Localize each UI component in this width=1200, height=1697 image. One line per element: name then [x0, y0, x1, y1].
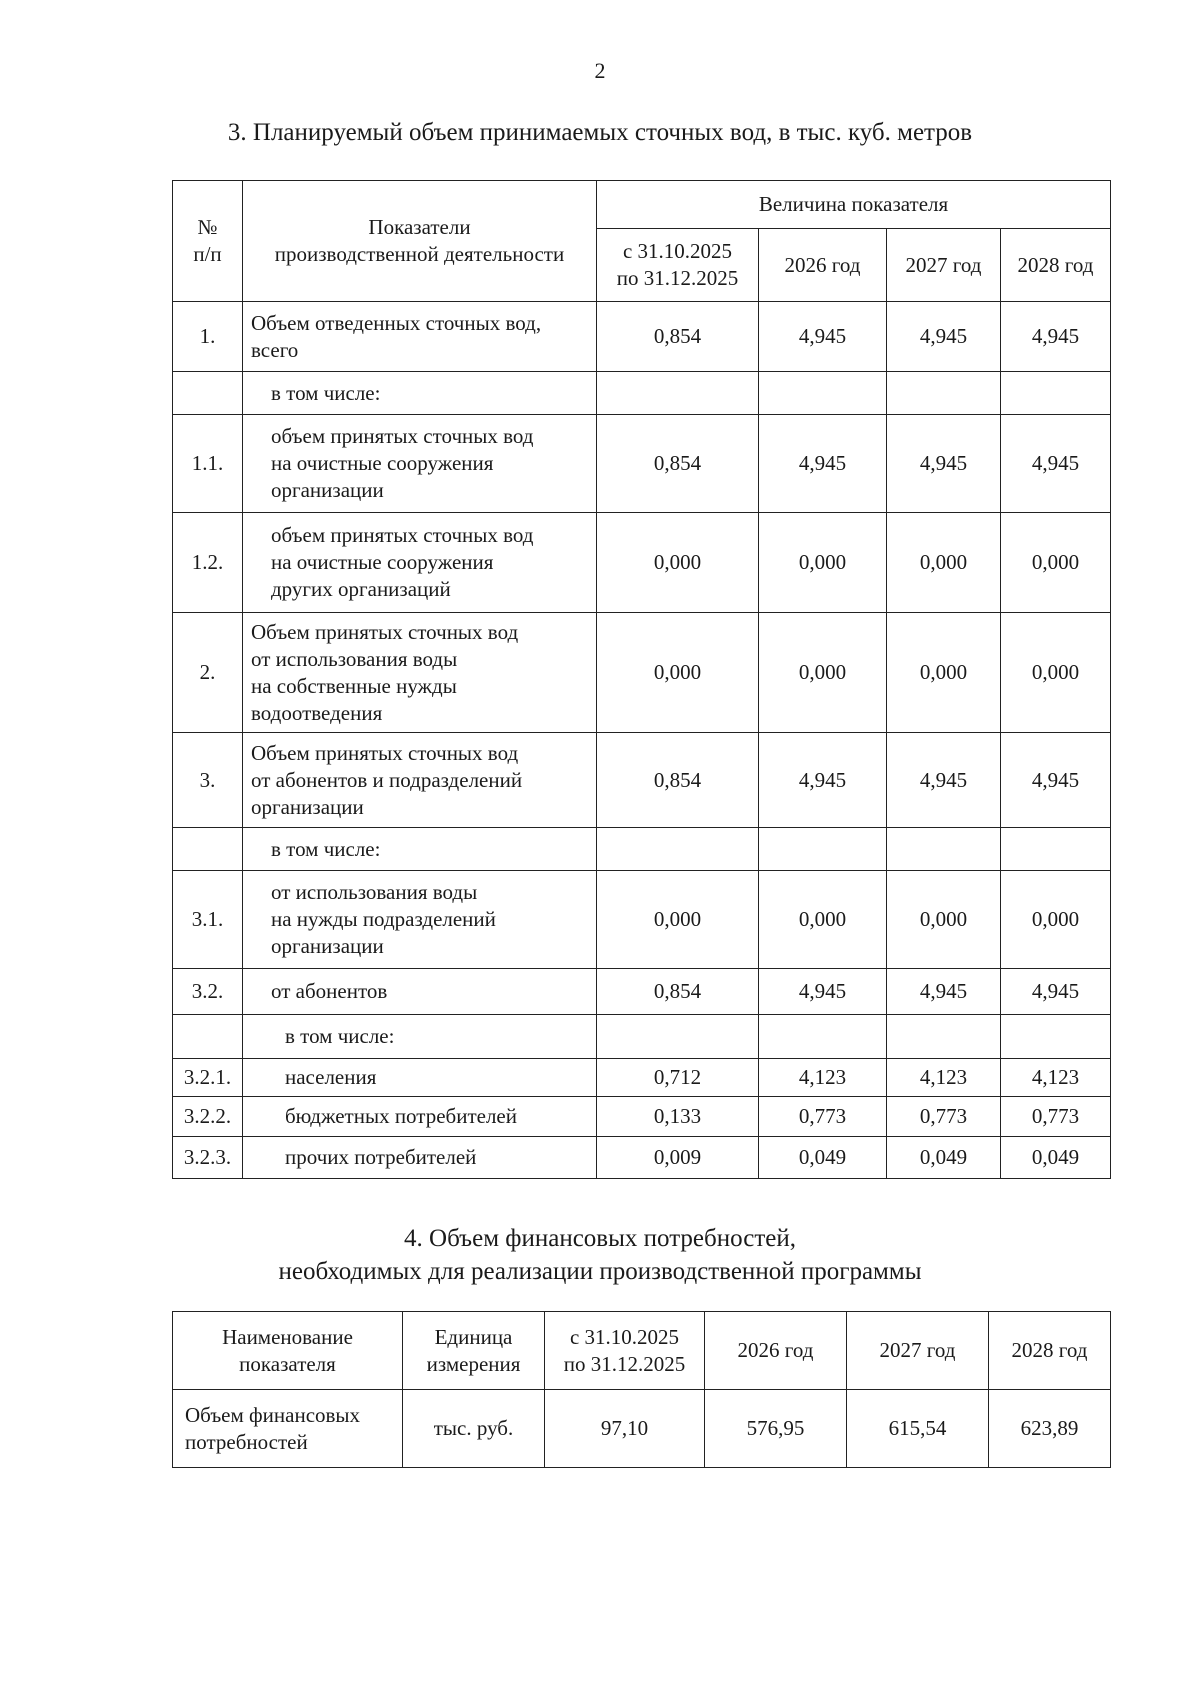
row-value: 0,000 [759, 613, 887, 733]
row-label: прочих потребителей [243, 1137, 597, 1179]
row-value: 4,945 [759, 969, 887, 1015]
row-value: 4,123 [887, 1059, 1001, 1097]
header-num: № п/п [173, 181, 243, 302]
row-value: 4,123 [1001, 1059, 1111, 1097]
header-period: 2028 год [1001, 229, 1111, 302]
row-value: 0,049 [759, 1137, 887, 1179]
row-label: Объем отведенных сточных вод, всего [243, 302, 597, 372]
row-value: 615,54 [847, 1390, 989, 1468]
table-row [173, 1137, 1111, 1179]
row-value: 0,009 [597, 1137, 759, 1179]
row-label: в том числе: [243, 1015, 597, 1059]
row-value [887, 828, 1001, 871]
row-value [1001, 1015, 1111, 1059]
row-value: 0,133 [597, 1097, 759, 1137]
row-value: 4,945 [887, 733, 1001, 828]
row-unit: тыс. руб. [403, 1390, 545, 1468]
row-value: 4,945 [1001, 733, 1111, 828]
row-value: 0,000 [887, 871, 1001, 969]
header-unit: Единица измерения [403, 1312, 545, 1390]
row-value: 0,712 [597, 1059, 759, 1097]
row-value: 0,000 [597, 871, 759, 969]
row-value: 0,000 [1001, 613, 1111, 733]
row-number: 2. [173, 613, 243, 733]
row-value [1001, 828, 1111, 871]
row-value [597, 1015, 759, 1059]
row-value: 0,000 [1001, 871, 1111, 969]
row-value: 0,773 [1001, 1097, 1111, 1137]
row-label: бюджетных потребителей [243, 1097, 597, 1137]
row-value: 0,854 [597, 415, 759, 513]
row-value: 4,945 [759, 302, 887, 372]
header-period: 2026 год [759, 229, 887, 302]
header-period: с 31.10.2025 по 31.12.2025 [545, 1312, 705, 1390]
table-row [173, 871, 1111, 969]
section-4-title: 4. Объем финансовых потребностей, необходимых для реализации производственной программы [278, 1225, 922, 1285]
header-value-group: Величина показателя [597, 181, 1111, 229]
row-value: 576,95 [705, 1390, 847, 1468]
row-value [887, 372, 1001, 415]
table-row [173, 1390, 1111, 1468]
row-value: 4,945 [1001, 302, 1111, 372]
row-value: 0,000 [1001, 513, 1111, 613]
table-row [173, 613, 1111, 733]
row-number: 3.2.3. [173, 1137, 243, 1179]
table-row [173, 1059, 1111, 1097]
row-value: 0,000 [887, 513, 1001, 613]
row-number: 1.1. [173, 415, 243, 513]
row-value: 0,000 [597, 513, 759, 613]
row-value [1001, 372, 1111, 415]
row-label: от использования воды на нужды подразделений организации [243, 871, 597, 969]
table-row [173, 302, 1111, 372]
wastewater-volume-table [172, 180, 1111, 1179]
row-number [173, 372, 243, 415]
table-row [173, 1015, 1111, 1059]
row-value: 0,000 [597, 613, 759, 733]
row-value: 4,945 [759, 415, 887, 513]
row-value: 0,773 [887, 1097, 1001, 1137]
table-row [173, 513, 1111, 613]
row-value: 4,123 [759, 1059, 887, 1097]
row-number: 3.2.1. [173, 1059, 243, 1097]
row-value [597, 372, 759, 415]
row-number: 3. [173, 733, 243, 828]
row-value: 0,000 [887, 613, 1001, 733]
row-value: 0,854 [597, 733, 759, 828]
row-value: 0,854 [597, 302, 759, 372]
row-value: 0,049 [887, 1137, 1001, 1179]
row-number: 1. [173, 302, 243, 372]
row-number [173, 1015, 243, 1059]
page-number: 2 [594, 58, 606, 83]
row-value [759, 828, 887, 871]
row-number: 3.1. [173, 871, 243, 969]
row-label: в том числе: [243, 372, 597, 415]
row-value: 4,945 [1001, 969, 1111, 1015]
row-label: населения [243, 1059, 597, 1097]
header-period: с 31.10.2025 по 31.12.2025 [597, 229, 759, 302]
row-value: 4,945 [759, 733, 887, 828]
row-value [759, 1015, 887, 1059]
header-period: 2027 год [887, 229, 1001, 302]
row-label: от абонентов [243, 969, 597, 1015]
table-row [173, 733, 1111, 828]
row-value [759, 372, 887, 415]
row-number: 3.2. [173, 969, 243, 1015]
header-period: 2027 год [847, 1312, 989, 1390]
row-value: 4,945 [887, 969, 1001, 1015]
row-value [887, 1015, 1001, 1059]
header-period: 2026 год [705, 1312, 847, 1390]
table-row [173, 1097, 1111, 1137]
row-value: 0,000 [759, 513, 887, 613]
row-label: Объем принятых сточных вод от использования воды на собственные нужды водоотведения [243, 613, 597, 733]
table-row [173, 372, 1111, 415]
row-value: 0,773 [759, 1097, 887, 1137]
row-value: 4,945 [1001, 415, 1111, 513]
row-value: 0,854 [597, 969, 759, 1015]
section-3-title: 3. Планируемый объем принимаемых сточных вод, в тыс. куб. метров [227, 119, 973, 146]
row-value [597, 828, 759, 871]
row-label: объем принятых сточных вод на очистные сооружения других организаций [243, 513, 597, 613]
row-value: 0,049 [1001, 1137, 1111, 1179]
row-value: 0,000 [759, 871, 887, 969]
row-label: Объем принятых сточных вод от абонентов и подразделений организации [243, 733, 597, 828]
row-number: 1.2. [173, 513, 243, 613]
row-number: 3.2.2. [173, 1097, 243, 1137]
table-row [173, 969, 1111, 1015]
row-number [173, 828, 243, 871]
row-value: 4,945 [887, 415, 1001, 513]
table-row [173, 415, 1111, 513]
row-label: в том числе: [243, 828, 597, 871]
row-label: объем принятых сточных вод на очистные сооружения организации [243, 415, 597, 513]
row-label: Объем финансовых потребностей [173, 1390, 403, 1468]
row-value: 623,89 [989, 1390, 1111, 1468]
header-period: 2028 год [989, 1312, 1111, 1390]
header-indicator: Показатели производственной деятельности [243, 181, 597, 302]
financial-needs-table [172, 1311, 1111, 1468]
table-row [173, 828, 1111, 871]
row-value: 4,945 [887, 302, 1001, 372]
row-value: 97,10 [545, 1390, 705, 1468]
header-name: Наименование показателя [173, 1312, 403, 1390]
